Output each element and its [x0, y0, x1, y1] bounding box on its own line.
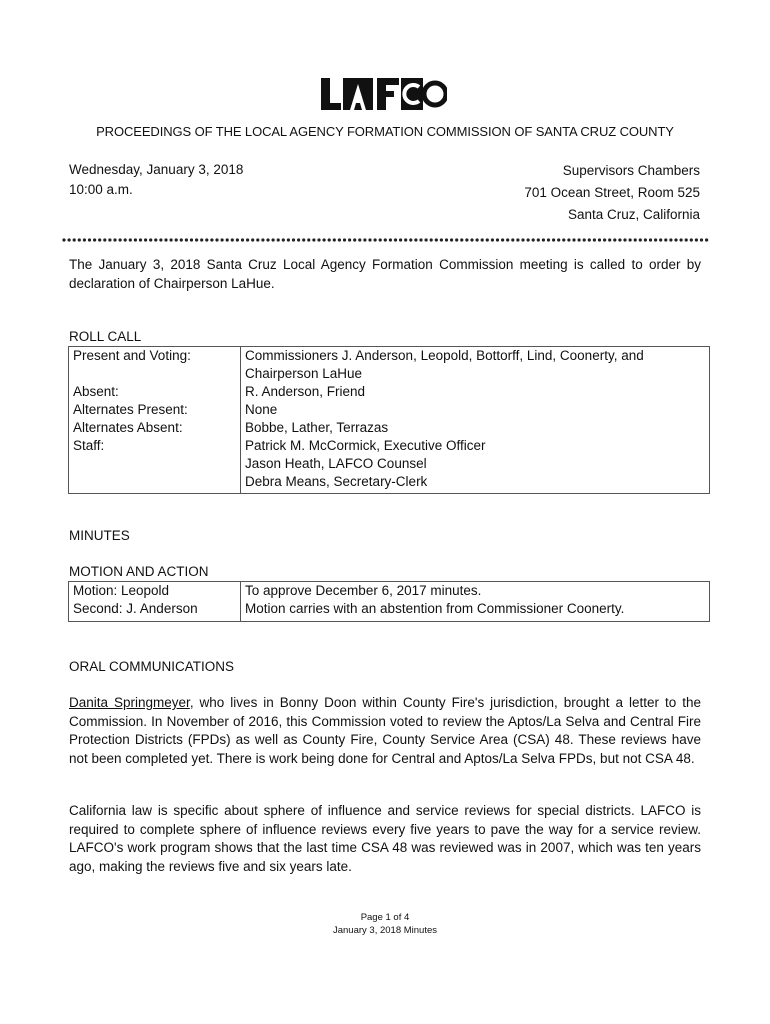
table-row — [69, 600, 710, 618]
roll-label — [69, 455, 241, 473]
roll-label: Staff: — [69, 437, 241, 455]
roll-value: Patrick M. McCormick, Executive Officer — [245, 438, 486, 453]
meeting-datetime — [69, 160, 243, 200]
roll-call-heading: ROLL CALL — [69, 329, 142, 344]
table-row-spacer — [69, 618, 710, 622]
location-line-1: Supervisors Chambers — [562, 163, 700, 178]
roll-label — [69, 473, 241, 491]
meeting-date: Wednesday, January 3, 2018 — [69, 162, 244, 177]
footer-doc-title: January 3, 2018 Minutes — [332, 925, 438, 936]
dotted-divider — [62, 236, 710, 244]
table-row — [69, 419, 710, 437]
roll-label: Absent: — [69, 383, 241, 401]
second-by: Second: J. Anderson — [69, 600, 241, 618]
motion-result: Motion carries with an abstention from Commissioner Coonerty. — [245, 601, 625, 616]
roll-label: Alternates Absent: — [69, 419, 241, 437]
motion-by: Motion: Leopold — [69, 582, 241, 601]
roll-call-table — [68, 346, 710, 494]
meeting-time: 10:00 a.m. — [69, 182, 133, 197]
lafco-logo — [319, 76, 447, 112]
motion-action-heading: MOTION AND ACTION — [69, 564, 209, 579]
speaker-name: Danita Springmeyer — [69, 695, 190, 710]
roll-value: Commissioners J. Anderson, Leopold, Bottorff, Lind, Coonerty, and Chairperson LaHue — [245, 348, 644, 381]
oral-communications-heading: ORAL COMMUNICATIONS — [69, 659, 235, 674]
roll-value: R. Anderson, Friend — [245, 384, 366, 399]
page-footer — [0, 911, 770, 937]
roll-value: Debra Means, Secretary-Clerk — [245, 474, 428, 489]
roll-value: Jason Heath, LAFCO Counsel — [245, 456, 427, 471]
roll-label: Alternates Present: — [69, 401, 241, 419]
table-row — [69, 582, 710, 601]
page-number: Page 1 of 4 — [360, 912, 410, 923]
oral-paragraph-2: California law is specific about sphere of influence and service reviews for special districts. LAFCO is required to complete sphere of influence reviews every five years to pave the way for a service review. LAFCO's work program shows that the last time CSA 48 was reviewed was in 2007, which was ten years ago, making the reviews five and six years late. — [69, 803, 701, 874]
roll-label: Present and Voting: — [69, 347, 241, 384]
table-row — [69, 347, 710, 384]
intro-paragraph: The January 3, 2018 Santa Cruz Local Agency Formation Commission meeting is called to order by declaration of Chairperson LaHue. — [69, 257, 701, 291]
table-row — [69, 473, 710, 491]
table-row-spacer — [69, 491, 710, 494]
table-row — [69, 455, 710, 473]
motion-text: To approve December 6, 2017 minutes. — [245, 583, 482, 598]
location-line-2: 701 Ocean Street, Room 525 — [524, 185, 700, 200]
motion-table — [68, 581, 710, 622]
table-row — [69, 383, 710, 401]
location-line-3: Santa Cruz, California — [567, 207, 700, 222]
document-title: PROCEEDINGS OF THE LOCAL AGENCY FORMATION COMMISSION OF SANTA CRUZ COUNTY — [96, 124, 674, 139]
meeting-location — [524, 160, 700, 226]
table-row — [69, 437, 710, 455]
minutes-heading: MINUTES — [69, 528, 130, 543]
roll-value: None — [245, 402, 278, 417]
roll-value: Bobbe, Lather, Terrazas — [245, 420, 389, 435]
table-row — [69, 401, 710, 419]
oral-paragraph-1 — [69, 694, 701, 768]
oral-paragraph-1-text: , who lives in Bonny Doon within County Fire's jurisdiction, brought a letter to the Commission. In November of 2016, this Commission voted to review the Aptos/La Selva and Central Fire Protection Districts (FPDs) as well as County Fire, County Service Area (CSA) 48. These reviews have not been completed yet. There is work being done for Central and Aptos/La Selva FPDs, but not CSA 48. — [69, 695, 701, 766]
